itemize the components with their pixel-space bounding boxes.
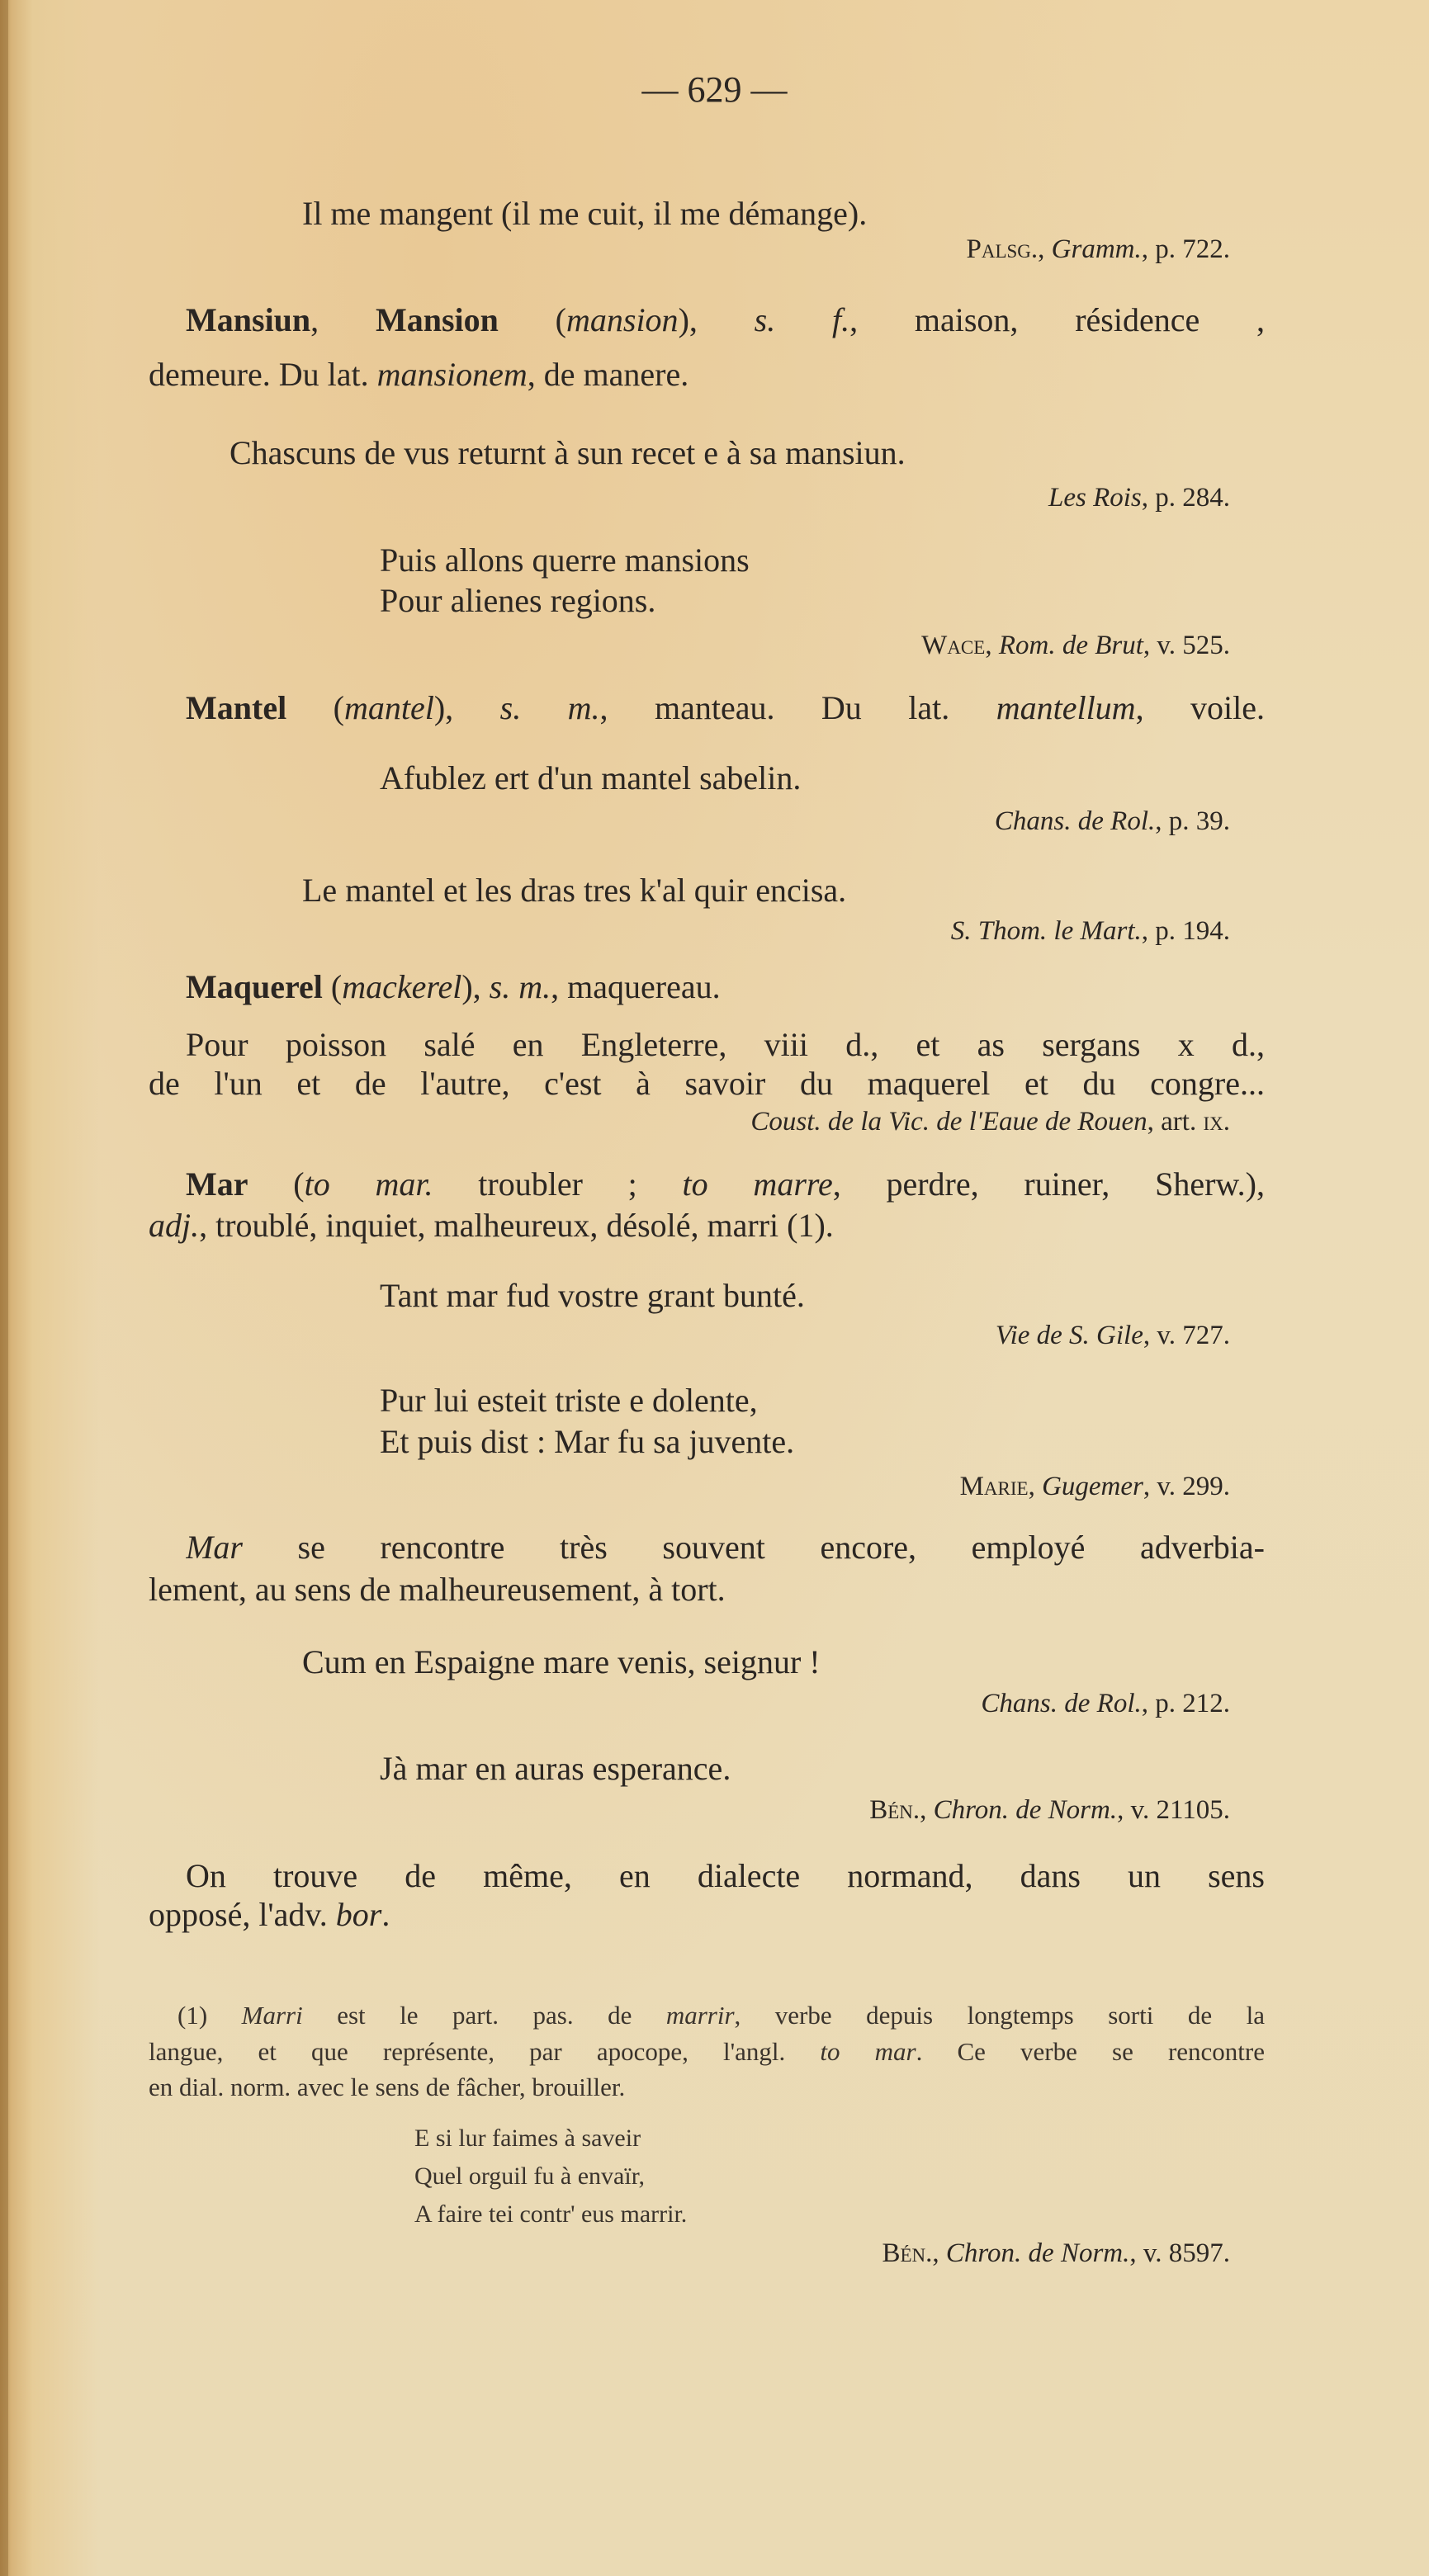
text-segment: , xyxy=(1038,234,1052,264)
text-segment: en dial. norm. avec le sens de fâcher, brouiller. xyxy=(149,2073,626,2101)
text-segment: de l'un et de l'autre, c'est à savoir du maquerel et du congre... xyxy=(149,1065,1265,1102)
page-number: — 629 — xyxy=(641,69,788,110)
quote-line xyxy=(302,1642,821,1683)
text-segment: (1) xyxy=(177,2001,242,2030)
citation xyxy=(0,1789,1230,1831)
text-segment: , v. 8597. xyxy=(1129,2238,1230,2268)
text-segment: Puis allons querre mansions xyxy=(380,541,750,579)
text-segment: , xyxy=(932,2238,946,2268)
text-segment: ( xyxy=(498,301,566,338)
paragraph-line xyxy=(149,1569,726,1610)
italic-text: Mar xyxy=(186,1529,243,1566)
text-segment: , p. 212. xyxy=(1141,1689,1230,1718)
text-segment: E si lur faimes à saveir xyxy=(414,2125,641,2152)
author-name: Bén. xyxy=(869,1795,920,1825)
headword: Mar xyxy=(186,1165,248,1203)
verse-line xyxy=(380,1421,794,1463)
text-segment: , maquereau. xyxy=(551,968,721,1005)
text-segment: ), xyxy=(678,301,755,338)
text-segment: se rencontre très souvent encore, employé adverbia- xyxy=(242,1529,1265,1566)
italic-text: to mar. xyxy=(304,1165,433,1203)
entry-headword-line xyxy=(186,1164,1265,1205)
text-segment: Pur lui esteit triste e dolente, xyxy=(380,1382,758,1419)
headword: Mansion xyxy=(375,301,499,338)
citation xyxy=(0,1683,1230,1724)
footnote-citation xyxy=(0,2233,1230,2274)
text-segment: . Ce verbe se rencontre xyxy=(916,2037,1265,2066)
footnote-verse-line xyxy=(414,2194,687,2235)
text-segment: , de manere. xyxy=(527,356,689,393)
footnote-line xyxy=(177,1995,1265,2036)
italic-text: adj. xyxy=(149,1207,200,1244)
text-segment: Cum en Espaigne mare venis, seignur ! xyxy=(302,1643,821,1680)
citation xyxy=(0,229,1230,270)
italic-text: Gugemer xyxy=(1042,1472,1143,1501)
verse-line xyxy=(380,758,801,799)
italic-text: marrir xyxy=(665,2001,735,2030)
author-name: Marie xyxy=(959,1472,1029,1501)
author-name: Bén. xyxy=(882,2238,933,2268)
italic-text: Vie de S. Gile xyxy=(995,1321,1143,1350)
italic-text: S. Thom. le Mart. xyxy=(950,916,1142,946)
citation xyxy=(0,625,1230,666)
paragraph-line xyxy=(149,1894,390,1936)
text-segment: , v. 525. xyxy=(1143,631,1230,660)
footnote-verse-line xyxy=(414,2156,645,2197)
page-binding-edge xyxy=(0,0,8,2576)
citation xyxy=(0,910,1230,952)
footnote-line xyxy=(149,2067,625,2108)
text-segment: Afublez ert d'un mantel sabelin. xyxy=(380,759,802,796)
verse-line xyxy=(380,1275,805,1316)
text-segment: , p. 284. xyxy=(1141,483,1230,513)
verse-line xyxy=(380,540,750,581)
text-segment: , voile. xyxy=(1135,689,1265,726)
italic-text: mansionem xyxy=(376,356,528,393)
citation xyxy=(0,1315,1230,1356)
italic-text: to mar xyxy=(820,2037,916,2066)
text-segment: Pour poisson salé en Engleterre, viii d., et as sergans x d., xyxy=(186,1026,1265,1063)
text-segment: opposé, l'adv. xyxy=(149,1896,336,1933)
italic-text: bor xyxy=(335,1896,382,1933)
text-segment: ( xyxy=(322,968,343,1005)
verse-line xyxy=(380,580,655,622)
text-segment: , perdre, ruiner, Sherw.), xyxy=(832,1165,1265,1203)
entry-line xyxy=(149,1205,834,1246)
italic-text: Marri xyxy=(241,2001,303,2030)
entry-line xyxy=(149,354,688,395)
text-segment: , verbe depuis longtemps sorti de la xyxy=(734,2001,1265,2030)
text-segment: ), xyxy=(433,689,500,726)
text-segment: Jà mar en auras esperance. xyxy=(380,1750,731,1787)
italic-text: Les Rois xyxy=(1048,483,1142,513)
headword: Maquerel xyxy=(186,968,323,1005)
entry-headword-line xyxy=(186,967,721,1008)
text-segment: ( xyxy=(248,1165,305,1203)
author-name: Wace xyxy=(921,631,986,660)
italic-text: Chron. de Norm. xyxy=(933,1795,1118,1825)
footnote-verse-line xyxy=(414,2118,641,2159)
quote-line xyxy=(229,432,906,474)
text-segment: , v. 21105. xyxy=(1117,1795,1230,1825)
text-segment: . xyxy=(381,1896,390,1933)
text-segment: , manteau. Du lat. xyxy=(599,689,996,726)
italic-text: s. f. xyxy=(754,301,850,338)
quote-line xyxy=(149,1063,1265,1104)
text-segment: langue, et que représente, par apocope, l'angl. xyxy=(149,2037,821,2066)
text-segment: Et puis dist : Mar fu sa juvente. xyxy=(380,1423,795,1460)
italic-text: Chans. de Rol. xyxy=(981,1689,1142,1718)
text-segment: demeure. Du lat. xyxy=(149,356,377,393)
text-segment: , xyxy=(985,631,999,660)
verse-line xyxy=(380,1380,758,1421)
italic-text: Rom. de Brut xyxy=(998,631,1143,660)
citation xyxy=(0,1101,1230,1142)
text-segment: , p. 39. xyxy=(1155,806,1230,836)
text-segment: , p. 194. xyxy=(1141,916,1230,946)
quote-line xyxy=(186,1024,1265,1066)
text-segment: , xyxy=(1028,1472,1043,1501)
italic-text: s. m. xyxy=(499,689,600,726)
quote-line xyxy=(302,870,846,911)
citation xyxy=(0,477,1230,518)
italic-text: mantellum xyxy=(996,689,1136,726)
author-name: ix. xyxy=(1203,1107,1230,1137)
paragraph-line xyxy=(186,1855,1265,1897)
text-segment: ), xyxy=(461,968,490,1005)
text-segment: est le part. pas. de xyxy=(302,2001,666,2030)
text-segment: lement, au sens de malheureusement, à tort. xyxy=(149,1571,726,1608)
italic-text: to marre xyxy=(682,1165,833,1203)
italic-text: s. m. xyxy=(489,968,551,1005)
author-name: Palsg. xyxy=(966,234,1039,264)
text-segment: , maison, résidence , xyxy=(849,301,1265,338)
text-segment: , v. 299. xyxy=(1143,1472,1230,1501)
text-segment: , art. xyxy=(1147,1107,1204,1137)
text-segment: A faire tei contr' eus marrir. xyxy=(414,2200,688,2228)
entry-headword-line xyxy=(186,688,1265,729)
italic-text: mansion xyxy=(565,301,679,338)
text-segment: Le mantel et les dras tres k'al quir encisa. xyxy=(302,872,847,909)
headword: Mantel xyxy=(186,689,287,726)
text-segment: , xyxy=(920,1795,934,1825)
text-segment: Tant mar fud vostre grant bunté. xyxy=(380,1277,805,1314)
text-segment: , troublé, inquiet, malheureux, désolé, marri (1). xyxy=(199,1207,834,1244)
italic-text: Gramm. xyxy=(1051,234,1142,264)
headword: Mansiun xyxy=(186,301,311,338)
text-segment: , v. 727. xyxy=(1143,1321,1230,1350)
text-segment: Il me mangent (il me cuit, il me démange). xyxy=(302,195,868,232)
text-segment: Quel orguil fu à envaïr, xyxy=(414,2162,645,2190)
italic-text: Chans. de Rol. xyxy=(994,806,1156,836)
text-segment: Chascuns de vus returnt à sun recet e à sa mansiun. xyxy=(229,434,906,471)
paragraph-line xyxy=(186,1527,1265,1568)
text-segment: , xyxy=(310,301,376,338)
text-segment: , p. 722. xyxy=(1141,234,1230,264)
italic-text: Coust. de la Vic. de l'Eaue de Rouen xyxy=(750,1107,1147,1137)
text-segment: On trouve de même, en dialecte normand, dans un sens xyxy=(186,1857,1265,1894)
citation xyxy=(0,1466,1230,1507)
entry-headword-line xyxy=(186,300,1265,341)
citation xyxy=(0,801,1230,842)
text-segment: ( xyxy=(286,689,344,726)
verse-line xyxy=(380,1748,731,1789)
italic-text: mackerel xyxy=(342,968,462,1005)
italic-text: mantel xyxy=(343,689,434,726)
text-segment: Pour alienes regions. xyxy=(380,582,656,619)
text-segment: troubler ; xyxy=(433,1165,683,1203)
italic-text: Chron. de Norm. xyxy=(945,2238,1130,2268)
